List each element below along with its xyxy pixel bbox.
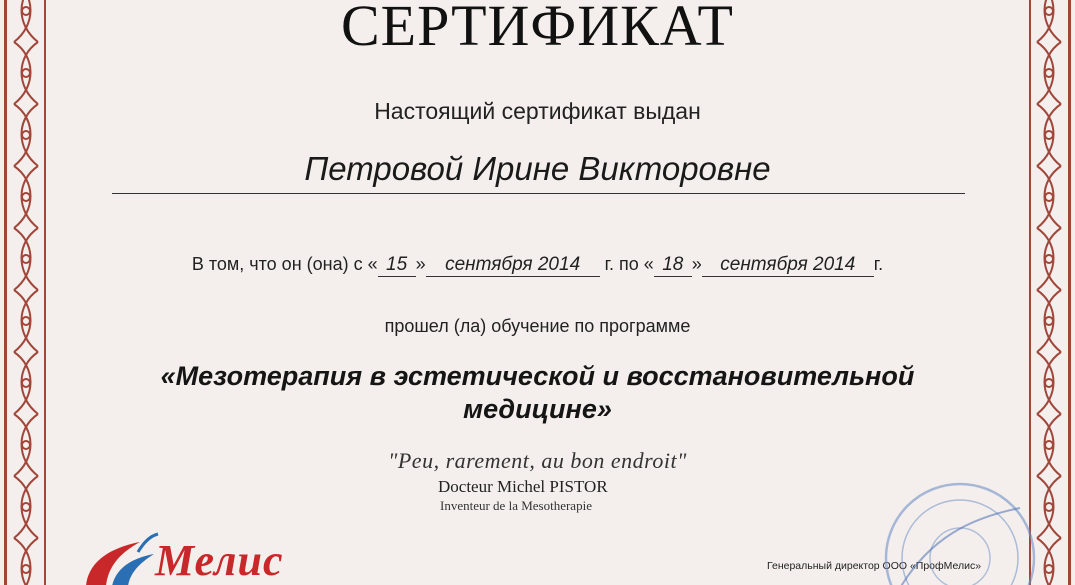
logo-wordmark: Мелис: [155, 536, 284, 585]
name-underline: [112, 193, 965, 194]
completed-text: прошел (ла) обучение по программе: [384, 316, 691, 336]
director-caption: Генеральный директор ООО «ПрофМелис»: [767, 560, 982, 572]
dates-to: г. по «: [604, 254, 654, 274]
dates-separator: »: [691, 254, 702, 274]
decorative-border-left: [0, 0, 52, 585]
certificate-title: СЕРТИФИКАТ: [340, 0, 734, 58]
end-month-year: сентября 2014: [702, 254, 874, 277]
program-title-line-2: медицине»: [463, 394, 612, 424]
start-month-year: сентября 2014: [426, 254, 600, 277]
recipient-name: Петровой Ирине Викторовне: [304, 150, 771, 187]
course-dates: [0, 254, 1075, 277]
dates-prefix: В том, что он (она) с «: [191, 254, 378, 274]
dates-separator: »: [415, 254, 426, 274]
issued-text: Настоящий сертификат выдан: [374, 98, 701, 124]
program-title: [0, 360, 1075, 426]
dates-suffix: г.: [873, 254, 884, 274]
start-day: 15: [378, 254, 416, 277]
doctor-name: Docteur Michel PISTOR: [438, 477, 608, 496]
seal-stamp-icon: [880, 478, 1040, 585]
motto: "Peu, rarement, au bon endroit": [388, 448, 687, 473]
program-title-line-1: «Мезотерапия в эстетической и восстановительной: [160, 361, 915, 391]
end-day: 18: [654, 254, 692, 277]
inventor-caption: Inventeur de la Mesotherapie: [440, 498, 592, 513]
